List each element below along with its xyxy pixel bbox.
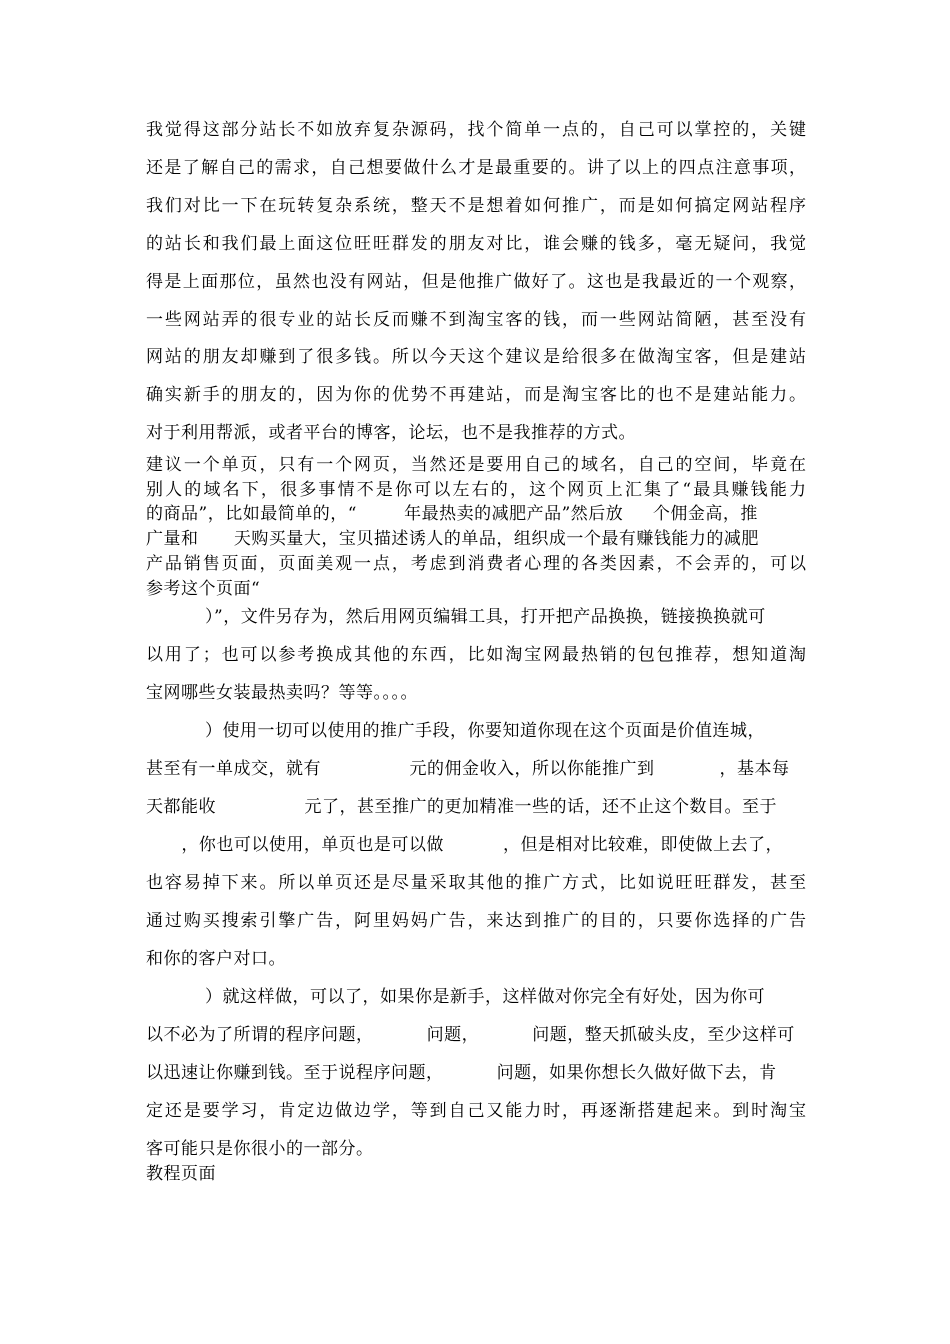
paragraph-line: 的商品”，比如最简单的，“ 年最热卖的减肥产品”然后放 个佣金高，推 [146, 504, 758, 524]
paragraph-line: 也容易掉下来。所以单页还是尽量采取其他的推广方式，比如说旺旺群发，甚至 [146, 873, 806, 893]
paragraph-line: 以迅速让你赚到钱。至于说程序问题， 问题，如果你想长久做好做下去，肯 [146, 1063, 777, 1083]
paragraph-line: 甚至有一单成交，就有 元的佣金收入，所以你能推广到 ，基本每 [146, 759, 790, 779]
paragraph-line: 和你的客户对口。 [146, 949, 286, 969]
paragraph-line: ）就这样做，可以了，如果你是新手，这样做对你完全有好处，因为你可 [146, 987, 766, 1007]
paragraph-line: 还是了解自己的需求，自己想要做什么才是最重要的。讲了以上的四点注意事项， [146, 158, 806, 178]
paragraph-line: 建议一个单页，只有一个网页，当然还是要用自己的域名，自己的空间，毕竟在 [146, 455, 806, 475]
paragraph-line: 以不必为了所谓的程序问题， 问题， 问题，整天抓破头皮，至少这样可 [146, 1025, 795, 1045]
paragraph-line: 教程页面 [146, 1164, 216, 1184]
paragraph-line: 宝网哪些女装最热卖吗？等等。。。。 [146, 683, 418, 703]
paragraph-line: ）”，文件另存为，然后用网页编辑工具，打开把产品换换，链接换换就可 [146, 607, 766, 627]
paragraph-line: 天都能收 元了，甚至推广的更加精准一些的话，还不止这个数目。至于 [146, 797, 778, 817]
paragraph-line: 定还是要学习，肯定边做边学，等到自己又能力时，再逐渐搭建起来。到时淘宝 [146, 1101, 806, 1121]
paragraph-line: 确实新手的朋友的，因为你的优势不再建站，而是淘宝客比的也不是建站能力。 [146, 385, 806, 405]
paragraph-line: 以用了；也可以参考换成其他的东西，比如淘宝网最热销的包包推荐，想知道淘 [146, 645, 806, 665]
paragraph-line: 网站的朋友却赚到了很多钱。所以今天这个建议是给很多在做淘宝客，但是建站 [146, 347, 806, 367]
paragraph-line: 客可能只是你很小的一部分。 [146, 1139, 374, 1159]
paragraph-line: 广量和 天购买量大，宝贝描述诱人的单品，组织成一个最有赚钱能力的减肥 [146, 529, 759, 549]
paragraph-line: ，你也可以使用，单页也是可以做 ，但是相对比较难，即使做上去了， [146, 835, 783, 855]
paragraph-line: 参考这个页面“ [146, 579, 261, 599]
paragraph-line: 我们对比一下在玩转复杂系统，整天不是想着如何推广，而是如何搞定网站程序 [146, 196, 806, 216]
paragraph-line: 得是上面那位，虽然也没有网站，但是他推广做好了。这也是我最近的一个观察， [146, 272, 806, 292]
paragraph-line: 通过购买搜索引擎广告，阿里妈妈广告，来达到推广的目的，只要你选择的广告 [146, 911, 806, 931]
paragraph-line: 一些网站弄的很专业的站长反而赚不到淘宝客的钱，而一些网站简陋，甚至没有 [146, 310, 806, 330]
paragraph-line: 我觉得这部分站长不如放弃复杂源码，找个简单一点的，自己可以掌控的，关键 [146, 120, 806, 140]
paragraph-line: 产品销售页面，页面美观一点，考虑到消费者心理的各类因素，不会弄的，可以 [146, 554, 806, 574]
paragraph-line: 的站长和我们最上面这位旺旺群发的朋友对比，谁会赚的钱多，毫无疑问，我觉 [146, 234, 806, 254]
paragraph-line: 别人的域名下，很多事情不是你可以左右的，这个网页上汇集了“最具赚钱能力 [146, 480, 806, 500]
paragraph-line: ）使用一切可以使用的推广手段，你要知道你现在这个页面是价值连城， [146, 721, 766, 741]
paragraph-line: 对于利用帮派，或者平台的博客，论坛，也不是我推荐的方式。 [146, 423, 636, 443]
